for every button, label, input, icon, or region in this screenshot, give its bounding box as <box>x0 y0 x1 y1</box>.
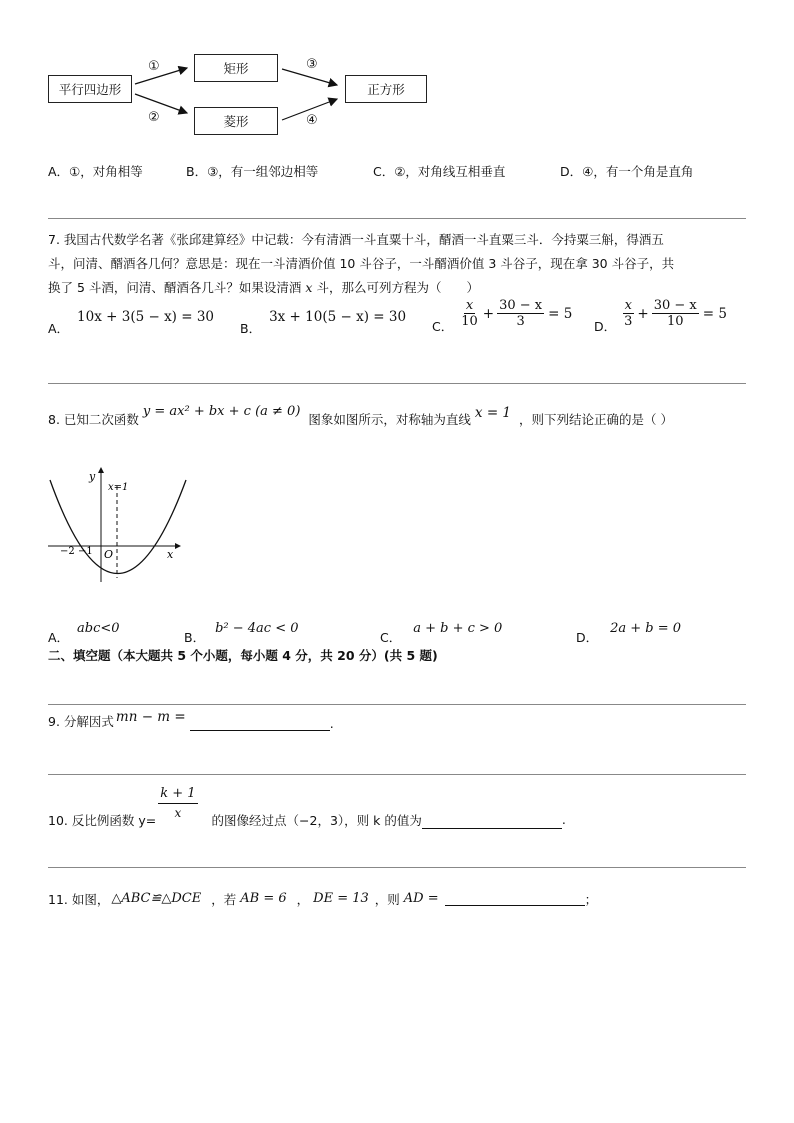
origin-label: O <box>104 548 114 561</box>
q7-line3-part1: 换了 5 斗酒，问清、醑酒各几斗？如果设清酒 <box>48 280 302 295</box>
q9-expression: mn − m = <box>115 709 186 725</box>
q10-numerator: k + 1 <box>158 784 197 804</box>
q7-option-b[interactable] <box>240 307 407 336</box>
tick-minus-2: −2 <box>60 546 75 557</box>
divider <box>48 218 746 219</box>
arrow-4-label: ④ <box>306 113 318 128</box>
parabola-curve <box>50 480 186 574</box>
square-label: 正方形 <box>367 82 405 97</box>
divider <box>48 704 746 705</box>
q7-d-rhs: = 5 <box>702 305 727 322</box>
q8-option-a-expr: abc<0 <box>77 621 120 636</box>
q8-suffix: ，则下列结论正确的是（ ） <box>519 412 674 427</box>
rhombus-label: 菱形 <box>223 114 249 129</box>
q8-function: y = ax² + bx + c (a ≠ 0) <box>142 403 301 419</box>
q8-option-b[interactable] <box>184 618 299 645</box>
q8-option-a-label: A． <box>48 630 70 645</box>
q6-option-b[interactable]: B．③，有一组邻边相等 <box>186 164 319 179</box>
rectangle-label: 矩形 <box>223 61 249 76</box>
q11-stem <box>48 888 597 906</box>
q8-option-b-label: B． <box>184 630 206 645</box>
arrow-2 <box>135 94 187 113</box>
q6-arrows <box>0 0 794 160</box>
q7-line3-part2: 斗，那么可列方程为（ ） <box>316 280 479 295</box>
q11-ab: AB = 6 <box>240 891 287 906</box>
q8-option-d-expr: 2a + b = 0 <box>610 621 682 636</box>
q7-c-num2: 30 − x <box>499 298 543 313</box>
q8-option-c-label: C． <box>380 630 402 645</box>
divider <box>48 383 746 384</box>
q7-c-plus: + <box>482 305 495 322</box>
q7-d-num2: 30 − x <box>653 298 697 313</box>
q8-option-c-expr: a + b + c > 0 <box>413 621 503 636</box>
q8-option-b-expr: b² − 4ac < 0 <box>215 621 299 636</box>
q7-c-den2: 3 <box>516 314 525 329</box>
tick-minus-1: −1 <box>78 546 93 557</box>
q6-option-c[interactable]: C．②，对角线互相垂直 <box>373 164 506 179</box>
q11-ad: AD = <box>403 891 439 906</box>
arrow-1 <box>135 68 187 84</box>
parallelogram-label: 平行四边形 <box>58 82 122 97</box>
q7-option-a-label: A． <box>48 321 70 336</box>
q8-option-d[interactable] <box>576 618 682 645</box>
symmetry-label: x=1 <box>108 482 129 493</box>
q7-d-den2: 10 <box>666 314 684 329</box>
q11-if: ，若 <box>211 892 237 907</box>
q9-end: . <box>329 716 334 731</box>
q7-text-line3 <box>48 278 479 296</box>
q7-option-b-equation: 3x + 10(5 − x) = 30 <box>269 309 407 325</box>
q7-option-a-equation: 10x + 3(5 − x) = 30 <box>77 309 215 325</box>
q7-c-rhs: = 5 <box>548 305 573 322</box>
q10-stem <box>48 784 566 828</box>
divider <box>48 867 746 868</box>
q8-parabola-graph <box>44 462 194 587</box>
q11-comma: ， <box>296 892 310 907</box>
q7-option-a[interactable] <box>48 307 215 336</box>
q7-variable: x <box>305 280 313 295</box>
q9-stem <box>48 709 334 731</box>
q8-middle: 图象如图所示，对称轴为直线 <box>308 412 471 427</box>
q8-stem <box>48 402 674 427</box>
q9-answer-blank[interactable] <box>190 714 330 731</box>
q6-option-d[interactable]: D．④，有一个角是直角 <box>560 164 694 179</box>
q6-option-a[interactable]: A．①，对角相等 <box>48 164 143 179</box>
q7-option-b-label: B． <box>240 321 262 336</box>
q10-prefix: 10. 反比例函数 y= <box>48 812 157 828</box>
q7-text-line1: 7. 我国古代数学名著《张邱建算经》中记载：今有清酒一斗直粟十斗，醑酒一斗直粟三斗．今持粟三斛，得酒五 <box>48 232 664 247</box>
q10-answer-blank[interactable] <box>422 814 562 829</box>
q11-de: DE = 13 <box>313 891 369 906</box>
arrow-3-label: ③ <box>306 57 318 72</box>
q11-prefix: 11. 如图， <box>48 892 110 907</box>
q7-option-c[interactable] <box>432 298 573 334</box>
q7-d-den1: 3 <box>624 314 633 329</box>
arrow-1-label: ① <box>148 59 160 74</box>
q7-text-line2: 斗，问清、醑酒各几何？意思是：现在一斗清酒价值 10 斗谷子，一斗醑酒价值 3 斗谷子，现在拿 30 斗谷子，共 <box>48 256 675 271</box>
q8-option-c[interactable] <box>380 618 503 645</box>
q11-congruence: △ABC≌△DCE <box>111 891 202 906</box>
q11-answer-blank[interactable] <box>445 889 585 906</box>
q8-prefix: 8. 已知二次函数 <box>48 412 139 427</box>
q10-end: . <box>561 812 566 827</box>
q7-c-den1: 10 <box>461 314 478 329</box>
divider <box>48 774 746 775</box>
q8-option-d-label: D． <box>576 630 599 645</box>
q8-option-a[interactable] <box>48 618 120 645</box>
q10-denominator: x <box>174 806 182 820</box>
q8-axis-of-symmetry: x = 1 <box>474 405 512 421</box>
section-2-title: 二、填空题（本大题共 5 个小题，每小题 4 分，共 20 分）(共 5 题) <box>48 648 438 663</box>
arrow-2-label: ② <box>148 110 160 125</box>
q10-suffix: 的图像经过点（−2，3），则 k 的值为 <box>211 812 422 828</box>
q11-then: ，则 <box>374 892 400 907</box>
q7-option-c-label: C． <box>432 318 454 334</box>
y-axis-label: y <box>89 470 96 483</box>
q7-option-d[interactable] <box>594 298 727 334</box>
x-axis-label: x <box>167 548 174 561</box>
q7-d-plus: + <box>637 305 649 322</box>
q11-end: ； <box>584 892 598 907</box>
q9-prefix: 9. 分解因式 <box>48 714 114 729</box>
q7-d-num1: x <box>624 298 632 313</box>
q7-c-num1: x <box>465 298 474 313</box>
q7-option-d-label: D． <box>594 318 617 334</box>
